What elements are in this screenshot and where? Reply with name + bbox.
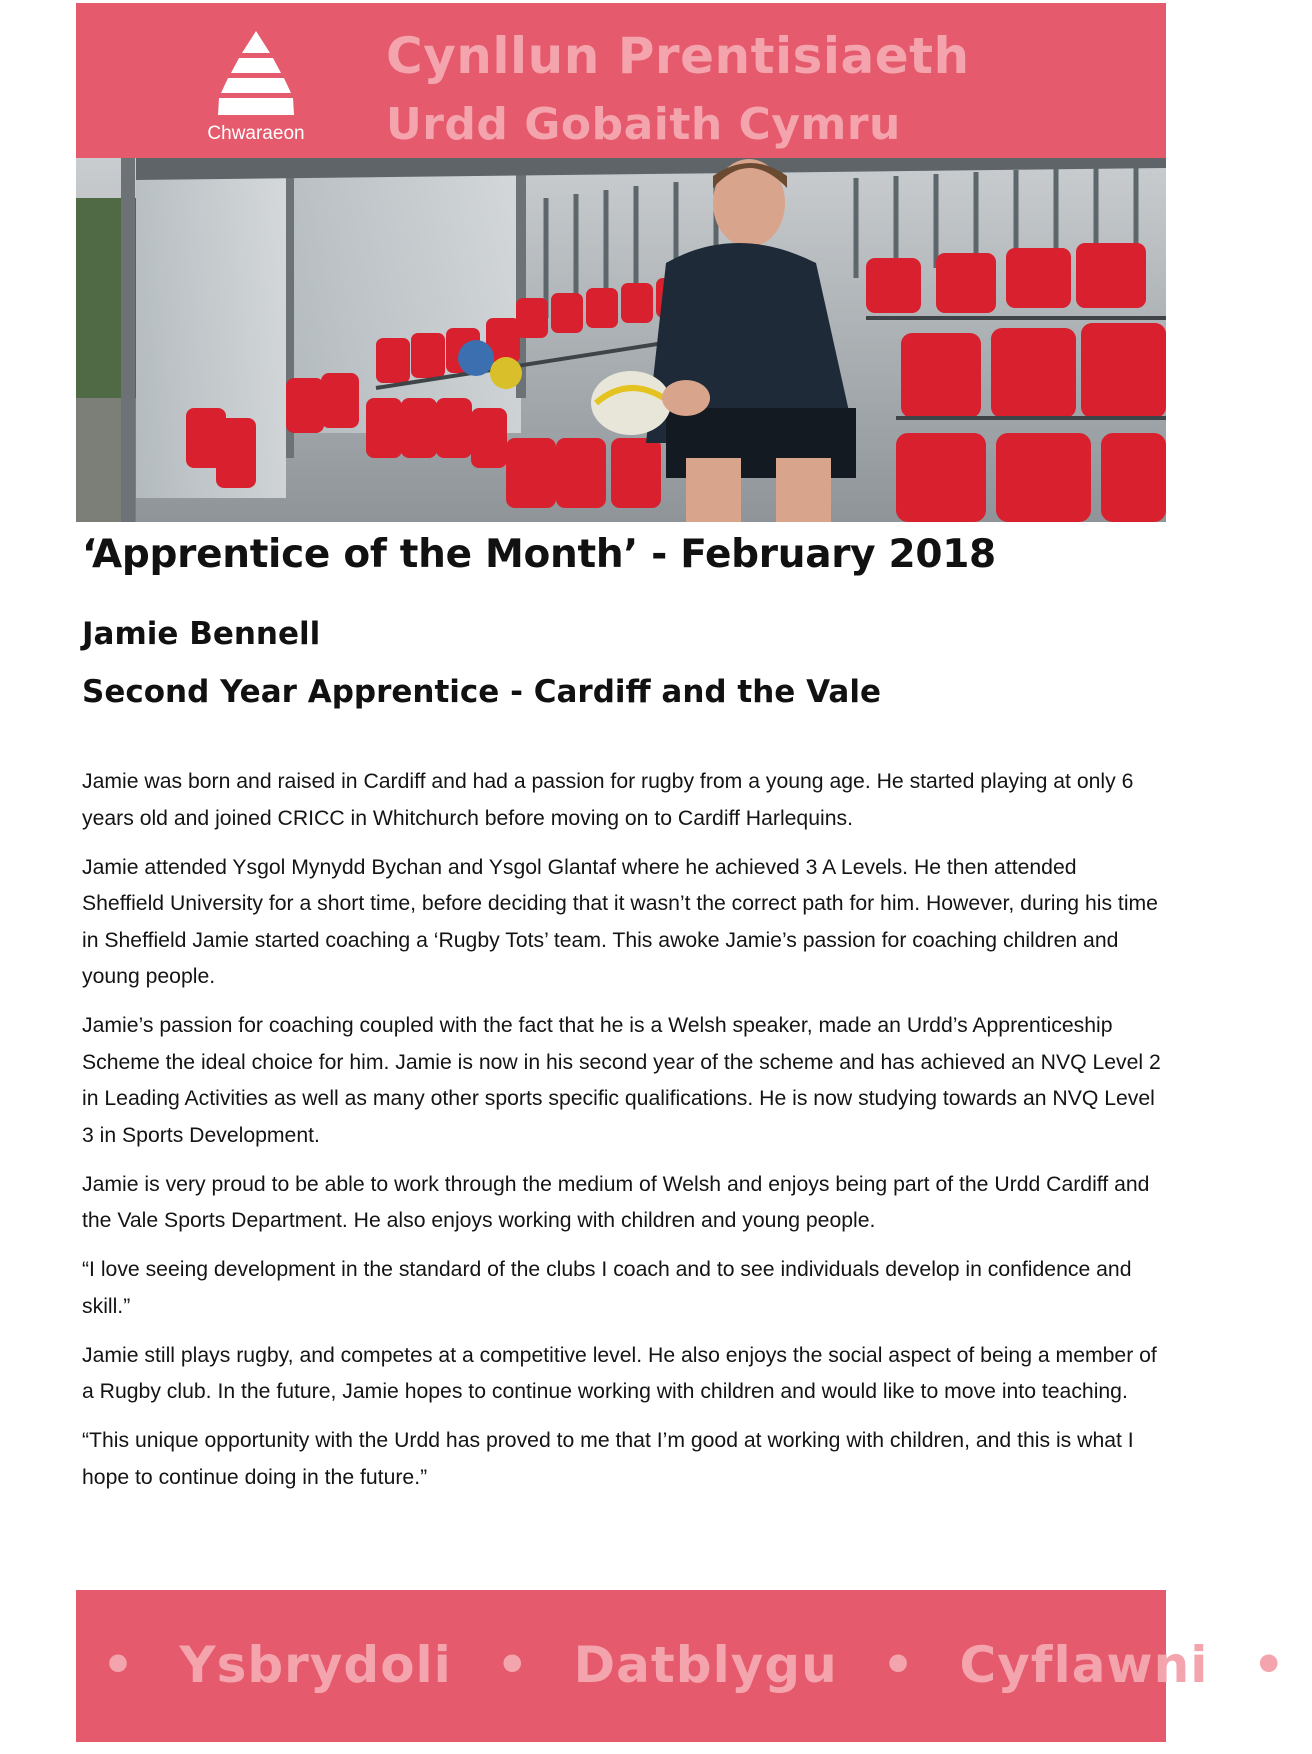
bullet-icon: • <box>882 1636 916 1694</box>
logo-label: Chwaraeon <box>207 123 305 144</box>
paragraph: Jamie’s passion for coaching coupled with the fact that he is a Welsh speaker, made an Urdd’s Apprenticeship Scheme the ideal choice for him. Jamie is now in his second year of the scheme and has achieved an NVQ Level 2 in Leading Activities as well as many other sports specific qualifications. He is now studying towards an NVQ Level 3 in Sports Development. <box>82 1014 1161 1147</box>
header-banner <box>76 3 1166 158</box>
footer-banner <box>76 1590 1286 1742</box>
header-title-line1: Cynllun Prentisiaeth <box>386 27 970 85</box>
bullet-icon: • <box>496 1636 530 1694</box>
header-title-line2: Urdd Gobaith Cymru <box>386 99 901 150</box>
article-body <box>82 764 1162 1509</box>
paragraph: Jamie was born and raised in Cardiff and had a passion for rugby from a young age. He started playing at only 6 years old and joined CRICC in Whitchurch before moving on to Cardiff Harlequins. <box>82 770 1134 830</box>
footer-values <box>76 1636 1286 1694</box>
chwaraeon-logo <box>156 31 356 151</box>
stadium-stand-image <box>76 158 1166 522</box>
apprentice-role: Second Year Apprentice - Cardiff and the Vale <box>82 674 881 710</box>
bullet-icon: • <box>1252 1636 1286 1694</box>
quote-paragraph: “I love seeing development in the standard of the clubs I coach and to see individuals develop in confidence and skill.” <box>82 1258 1132 1318</box>
bullet-icon: • <box>102 1636 135 1694</box>
hero-photo <box>76 158 1166 522</box>
paragraph: Jamie is very proud to be able to work through the medium of Welsh and enjoys being part of the Urdd Cardiff and the Vale Sports Department. He also enjoys working with children and young people. <box>82 1172 1150 1232</box>
footer-word: Cyflawni <box>959 1636 1209 1694</box>
triangle-logo-icon <box>218 31 294 121</box>
footer-word: Datblygu <box>573 1636 838 1694</box>
footer-word: Ysbrydoli <box>179 1636 452 1694</box>
paragraph: Jamie still plays rugby, and competes at a competitive level. He also enjoys the social aspect of being a member of a Rugby club. In the future, Jamie hopes to continue working with children and would like to move into teaching. <box>82 1343 1157 1403</box>
quote-paragraph: “This unique opportunity with the Urdd has proved to me that I’m good at working with children, and this is what I hope to continue doing in the future.” <box>82 1429 1134 1489</box>
article-title: ‘Apprentice of the Month’ - February 2018 <box>82 532 996 577</box>
apprentice-name: Jamie Bennell <box>82 616 321 652</box>
paragraph: Jamie attended Ysgol Mynydd Bychan and Ysgol Glantaf where he achieved 3 A Levels. He then attended Sheffield University for a short time, before deciding that it wasn’t the correct path for him. However, during his time in Sheffield Jamie started coaching a ‘Rugby Tots’ team. This awoke Jamie’s passion for coaching children and young people. <box>82 855 1158 988</box>
